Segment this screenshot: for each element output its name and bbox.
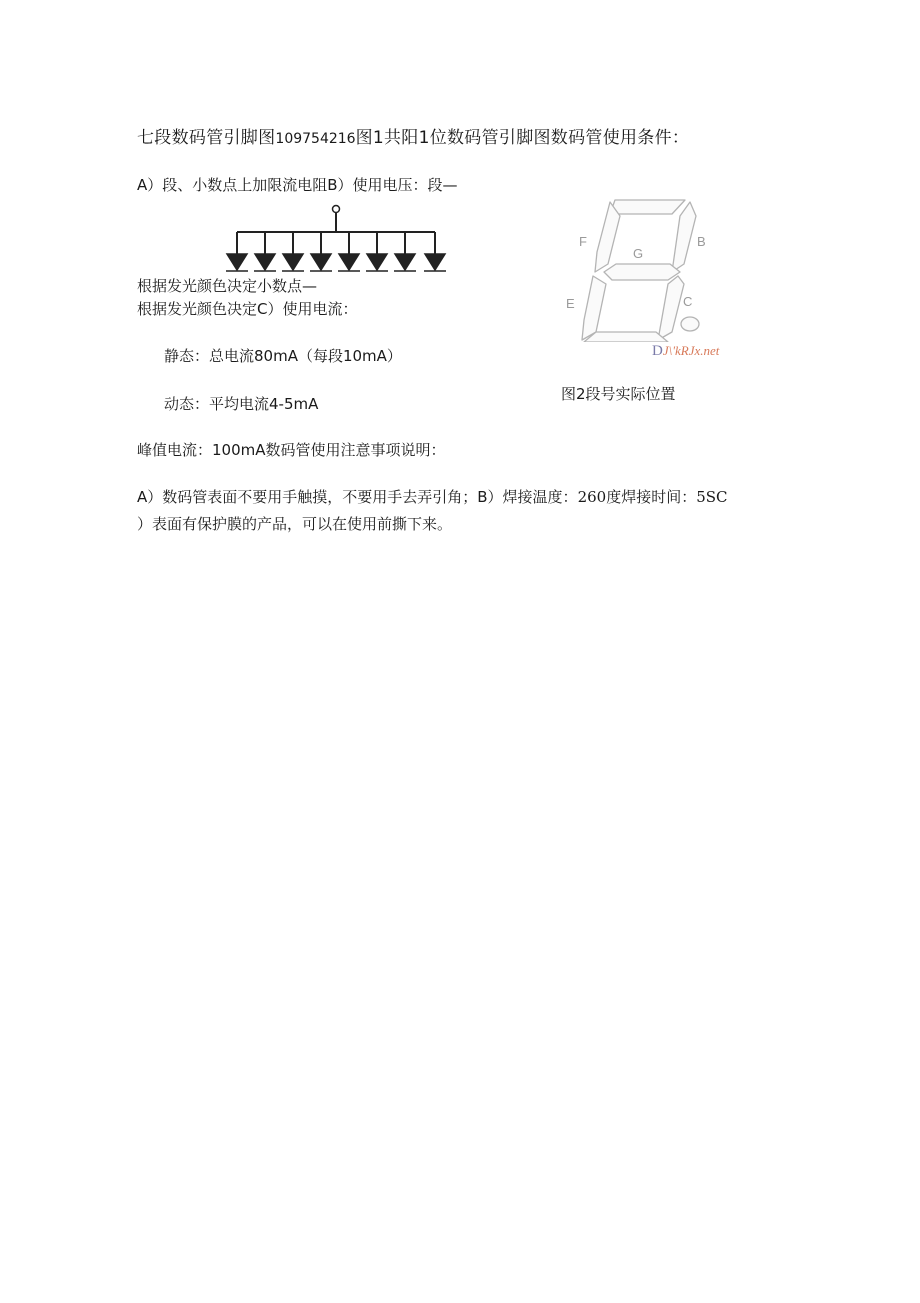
text-line-resistor-voltage: A）段、小数点上加限流电阻B）使用电压：段— bbox=[137, 176, 458, 194]
label-e: E bbox=[566, 296, 575, 311]
segment-d bbox=[584, 332, 668, 342]
title-part-b: 图1共阳1位数码管引脚图数码管使用条件： bbox=[355, 128, 690, 148]
title-number: 109754216 bbox=[275, 131, 356, 147]
label-f: F bbox=[579, 234, 587, 249]
text-line-led-color-2: 根据发光颜色决定C）使用电流： bbox=[137, 300, 358, 318]
label-b: B bbox=[697, 234, 706, 249]
figure-caption: 图2段号实际位置 bbox=[561, 385, 676, 403]
text-line-dynamic-current: 动态：平均电流4-5mA bbox=[164, 395, 319, 413]
text-line-protective-film: ）表面有保护膜的产品，可以在使用前撕下来。 bbox=[137, 515, 453, 533]
text-line-led-color-1: 根据发光颜色决定小数点— bbox=[137, 277, 318, 295]
title-part-a: 七段数码管引脚图 bbox=[137, 128, 276, 148]
text-line-handling-notes: A）数码管表面不要用手触摸，不要用手去弄引角；B）焊接温度：260度焊接时间：5SC bbox=[137, 488, 728, 506]
text-line-static-current: 静态：总电流80mA（每段10mA） bbox=[164, 347, 402, 365]
segment-e bbox=[582, 276, 606, 340]
segment-b bbox=[672, 202, 696, 272]
text-line-peak-current: 峰值电流：100mA数码管使用注意事项说明： bbox=[137, 441, 446, 459]
seven-segment-figure bbox=[560, 192, 720, 342]
segment-a bbox=[610, 200, 685, 214]
label-c: C bbox=[683, 294, 693, 309]
common-anode-circuit-diagram bbox=[222, 202, 452, 276]
segment-c bbox=[658, 276, 684, 340]
segment-f bbox=[595, 202, 620, 272]
page-title bbox=[137, 128, 689, 149]
watermark: DJ\'kRJx.net bbox=[652, 343, 720, 359]
label-g: G bbox=[633, 246, 644, 261]
segment-g bbox=[604, 264, 680, 280]
segment-dp bbox=[681, 317, 699, 331]
